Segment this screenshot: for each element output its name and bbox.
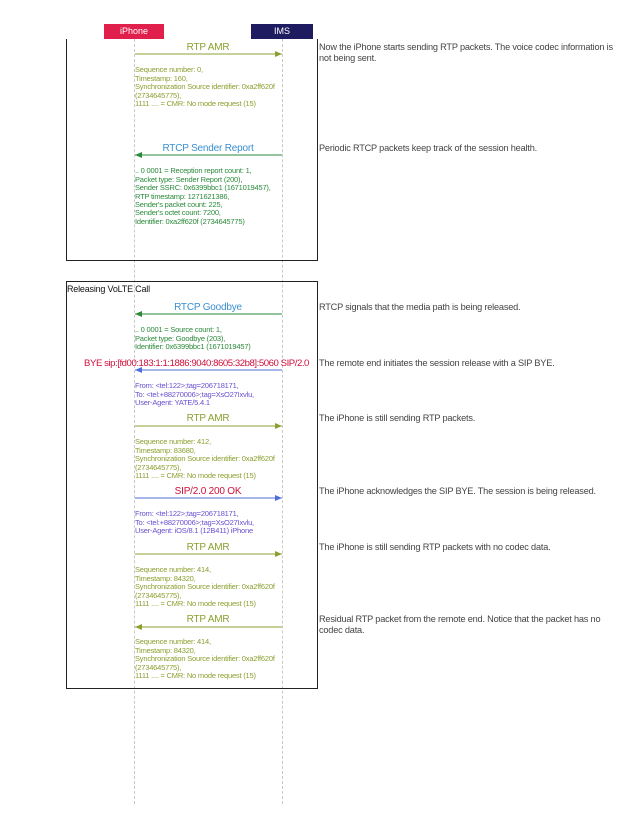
detail-line: Sequence number: 0, bbox=[135, 65, 203, 75]
annotation-note: The iPhone is still sending RTP packets with no codec data. bbox=[319, 542, 551, 552]
detail-line: (2734645775), bbox=[135, 462, 182, 472]
message-label: RTCP Goodbye bbox=[174, 302, 242, 313]
message-details bbox=[135, 374, 254, 408]
frame-title: Releasing VoLTE Call bbox=[67, 284, 150, 294]
detail-line: Timestamp: 84320, bbox=[135, 645, 196, 655]
message-details bbox=[135, 159, 271, 226]
detail-line: User-Agent: iOS/8.1 (12B411) iPhone bbox=[135, 526, 253, 536]
detail-line: To: <tel:+88270006>;tag=XsO27Ixvlu, bbox=[135, 389, 254, 399]
participant-ims-label: IMS bbox=[273, 26, 290, 36]
annotation-note: Residual RTP packet from the remote end. Notice that the packet has no codec data. bbox=[319, 614, 601, 635]
detail-line: From: <tel:122>;tag=206718171, bbox=[135, 509, 239, 519]
message-details bbox=[135, 558, 275, 608]
detail-line: Synchronization Source identifier: 0xa2ff620f bbox=[135, 582, 275, 592]
detail-line: .. 0 0001 = Reception report count: 1, bbox=[135, 166, 252, 176]
detail-line: 1111 .... = CMR: No mode request (15) bbox=[135, 599, 256, 609]
message-details bbox=[135, 58, 275, 108]
detail-line: Sequence number: 414, bbox=[135, 637, 211, 647]
detail-line: Sequence number: 414, bbox=[135, 565, 211, 575]
message-label: RTP AMR bbox=[186, 413, 230, 424]
detail-line: From: <tel:122>;tag=206718171, bbox=[135, 381, 239, 391]
message-label: RTP AMR bbox=[186, 614, 230, 625]
annotation-note: Periodic RTCP packets keep track of the session health. bbox=[319, 143, 537, 153]
annotation-note: The remote end initiates the session release with a SIP BYE. bbox=[319, 358, 555, 368]
message-label: RTP AMR bbox=[186, 542, 230, 553]
detail-line: Packet type: Goodbye (203), bbox=[135, 333, 226, 343]
detail-line: Identifier: 0xa2ff620f (2734645775) bbox=[135, 216, 245, 226]
detail-line: Packet type: Sender Report (200), bbox=[135, 174, 243, 184]
message-label: RTP AMR bbox=[186, 42, 230, 53]
detail-line: Timestamp: 84320, bbox=[135, 573, 196, 583]
detail-line: Synchronization Source identifier: 0xa2ff620f bbox=[135, 82, 275, 92]
detail-line: (2734645775), bbox=[135, 590, 182, 600]
detail-line: Synchronization Source identifier: 0xa2ff620f bbox=[135, 654, 275, 664]
detail-line: (2734645775), bbox=[135, 90, 182, 100]
annotation-note: The iPhone acknowledges the SIP BYE. The session is being released. bbox=[319, 486, 596, 496]
detail-line: 1111 .... = CMR: No mode request (15) bbox=[135, 99, 256, 109]
detail-line: Sender SSRC: 0x6399bbc1 (1671019457), bbox=[135, 183, 271, 193]
detail-line: (2734645775), bbox=[135, 662, 182, 672]
detail-line: RTP timestamp: 1271621386, bbox=[135, 191, 230, 201]
detail-line: Synchronization Source identifier: 0xa2ff620f bbox=[135, 454, 275, 464]
detail-line: User-Agent: YATE/5.4.1 bbox=[135, 398, 210, 408]
message-details bbox=[135, 430, 275, 480]
detail-line: Identifier: 0x6399bbc1 (1671019457) bbox=[135, 342, 251, 352]
detail-line: Timestamp: 83680, bbox=[135, 445, 196, 455]
message-details bbox=[135, 502, 254, 536]
detail-line: Timestamp: 160, bbox=[135, 73, 188, 83]
annotation-note: Now the iPhone starts sending RTP packets. The voice codec information is not being sent. bbox=[319, 42, 613, 63]
detail-line: Sender's octet count: 7200, bbox=[135, 208, 221, 218]
annotation-note: The iPhone is still sending RTP packets. bbox=[319, 413, 476, 423]
detail-line: 1111 .... = CMR: No mode request (15) bbox=[135, 671, 256, 681]
annotation-note: RTCP signals that the media path is being released. bbox=[319, 302, 521, 312]
message-details bbox=[135, 630, 275, 680]
detail-line: To: <tel:+88270006>;tag=XsO27Ixvlu, bbox=[135, 517, 254, 527]
detail-line: Sender's packet count: 225, bbox=[135, 200, 223, 210]
detail-line: .. 0 0001 = Source count: 1, bbox=[135, 325, 222, 335]
message-label: RTCP Sender Report bbox=[162, 143, 254, 154]
message-label: SIP/2.0 200 OK bbox=[174, 486, 242, 497]
detail-line: 1111 .... = CMR: No mode request (15) bbox=[135, 471, 256, 481]
message-label: BYE sip:[fd00:183:1:1:1886:9040:8605:32b8]:5060 SIP/2.0 bbox=[84, 358, 309, 369]
participant-iphone-label: iPhone bbox=[119, 26, 149, 36]
detail-line: Sequence number: 412, bbox=[135, 437, 211, 447]
message-details bbox=[135, 318, 251, 352]
